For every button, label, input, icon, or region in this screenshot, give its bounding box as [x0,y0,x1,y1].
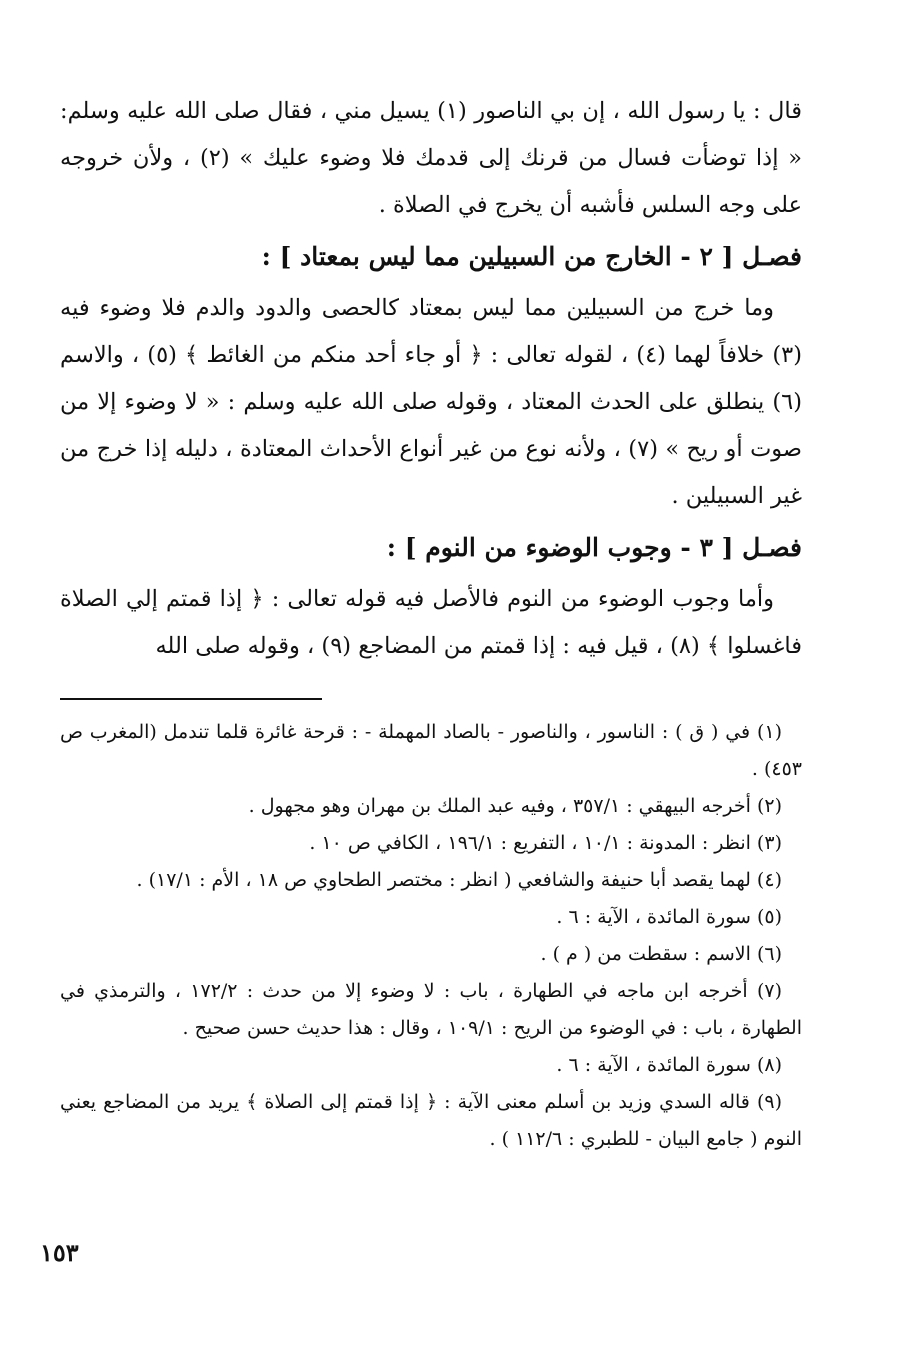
footnote-3: (٣) انظر : المدونة : ١٠/١ ، التفريع : ١٩٦/١ ، الكافي ص ١٠ . [309,832,782,854]
footnote-6: (٦) الاسم : سقطت من ( م ) . [540,943,782,965]
footnote-9: (٩) قاله السدي وزيد بن أسلم معنى الآية : ﴿ إذا قمتم إلى الصلاة ﴾ يريد من المضاجع يعني النوم ( جامع البيان - للطبري : ١١٢/٦ ) . [60,1091,802,1150]
body-paragraph-2: وما خرج من السبيلين مما ليس بمعتاد كالحصى والدود والدم فلا وضوء فيه (٣) خلافاً لهما (٤) ، لقوله تعالى : ﴿ أو جاء أحد منكم من الغائط ﴾ (٥) ، والاسم (٦) ينطلق على الحدث المعتاد ، وقوله صلى الله عليه وسلم : « لا وضوء إلا من صوت أو ريح » (٧) ، ولأنه نوع من غير أنواع الأحداث المعتادة ، دليله إذا خرج من غير السبيلين . [60,295,802,509]
footnote-5: (٥) سورة المائدة ، الآية : ٦ . [556,906,782,928]
body-paragraph-3: وأما وجوب الوضوء من النوم فالأصل فيه قوله تعالى : ﴿ إذا قمتم إلي الصلاة فاغسلوا ﴾ (٨) ، قيل فيه : إذا قمتم من المضاجع (٩) ، وقوله صلى الله [60,586,802,659]
page-number: ١٥٣ [40,1238,79,1267]
section-heading-3: فصـل [ ٣ - وجوب الوضوء من النوم ] : [386,533,802,562]
footnote-4: (٤) لهما يقصد أبا حنيفة والشافعي ( انظر : مختصر الطحاوي ص ١٨ ، الأم : ١٧/١) . [136,869,782,891]
footnote-2: (٢) أخرجه البيهقي : ٣٥٧/١ ، وفيه عبد الملك بن مهران وهو مجهول . [248,795,782,817]
footnote-divider [60,698,322,700]
section-heading-2: فصـل [ ٢ - الخارج من السبيلين مما ليس بمعتاد ] : [261,242,802,271]
page-content [60,88,802,1158]
footnotes [60,714,802,1158]
body-paragraph-1: قال : يا رسول الله ، إن بي الناصور (١) يسيل مني ، فقال صلى الله عليه وسلم: « إذا توضأت فسال من قرنك إلى قدمك فلا وضوء عليك » (٢) ، ولأن خروجه على وجه السلس فأشبه أن يخرج في الصلاة . [60,98,802,218]
footnote-1: (١) في ( ق ) : الناسور ، والناصور - بالصاد المهملة - : قرحة غائرة قلما تندمل (المغرب ص ٤٥٣) . [60,721,802,780]
footnote-7: (٧) أخرجه ابن ماجه في الطهارة ، باب : لا وضوء إلا من حدث : ١٧٢/٢ ، والترمذي في الطهارة ، باب : في الوضوء من الريح : ١٠٩/١ ، وقال : هذا حديث حسن صحيح . [60,980,802,1039]
footnote-8: (٨) سورة المائدة ، الآية : ٦ . [556,1054,782,1076]
